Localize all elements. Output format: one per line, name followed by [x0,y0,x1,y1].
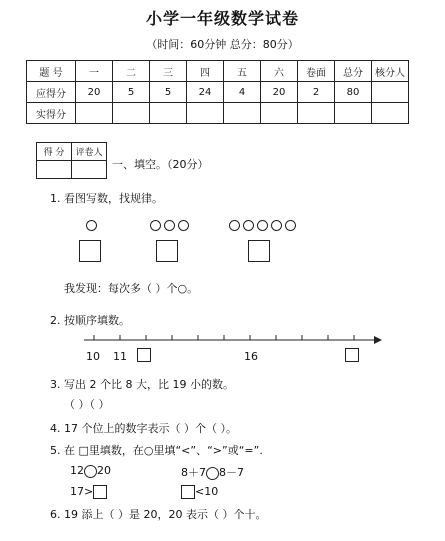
actual-cell[interactable] [261,103,298,124]
number-line-label-10: 10 [86,350,100,363]
actual-cell[interactable] [298,103,335,124]
q5-item-4: <10 [181,485,218,499]
score-table-header-row [27,61,409,82]
q1-answer-box-1[interactable] [79,240,101,262]
column-neatness: 卷面 [298,61,335,82]
points-cell: 24 [187,82,224,103]
q4-text: 4. 17 个位上的数字表示（ ）个（ ）。 [50,422,237,435]
compare-circle[interactable] [206,467,219,480]
points-cell: 20 [261,82,298,103]
points-cell: 80 [335,82,372,103]
circle-icon [164,220,175,231]
score-table-actual-row [27,103,409,124]
q1-answer-box-3[interactable] [248,240,270,262]
number-line-arrow-icon [374,336,382,344]
q5-item-3: 17> [70,485,107,499]
circle-icon [271,220,282,231]
column-total: 总分 [335,61,372,82]
exam-title: 小学一年级数学试卷 [145,9,299,28]
actual-cell[interactable] [224,103,261,124]
q5-prompt: 5. 在 □里填数，在○里填“<”、“>”或“=”. [50,444,263,457]
answer-box[interactable] [93,485,107,499]
points-cell: 4 [224,82,261,103]
number-line-blank-box[interactable] [137,348,151,362]
grader-name-label: 评卷人 [72,143,107,161]
number-line-label-11: 11 [113,350,127,363]
q5-item-2: 8＋7 8－7 [181,466,244,479]
row-header-actual: 实得分 [27,103,76,124]
exam-subtitle: （时间：60分钟 总分：80分） [146,38,299,51]
circle-group-1 [86,220,97,231]
points-cell [372,82,409,103]
section-title: 一、填空。（20分） [112,158,209,171]
score-table-points-row [27,82,409,103]
q3-prompt: 3. 写出 2 个比 8 大，比 19 小的数。 [50,378,234,391]
compare-circle[interactable] [84,465,97,478]
q1-prompt: 1. 看图写数，找规律。 [50,192,163,205]
column-6: 六 [261,61,298,82]
circle-icon [86,220,97,231]
actual-cell[interactable] [76,103,113,124]
actual-cell[interactable] [372,103,409,124]
points-cell: 20 [76,82,113,103]
answer-box[interactable] [181,485,195,499]
column-4: 四 [187,61,224,82]
points-cell: 5 [113,82,150,103]
actual-cell[interactable] [187,103,224,124]
column-1: 一 [76,61,113,82]
q5-item-1: 12 20 [70,464,111,477]
q3-answer[interactable]: （ ）（ ） [64,398,110,411]
circle-icon [257,220,268,231]
grader-score-label: 得 分 [37,143,72,161]
circle-group-3 [150,220,189,231]
row-header-number: 题 号 [27,61,76,82]
column-checker: 核分人 [372,61,409,82]
q2-prompt: 2. 按顺序填数。 [50,314,130,327]
grader-box [36,142,107,179]
points-cell: 5 [150,82,187,103]
circle-icon [178,220,189,231]
circle-group-5 [229,220,296,231]
points-cell: 2 [298,82,335,103]
circle-icon [229,220,240,231]
number-line [80,330,385,352]
circle-icon [285,220,296,231]
actual-cell[interactable] [113,103,150,124]
actual-cell[interactable] [335,103,372,124]
actual-cell[interactable] [150,103,187,124]
column-2: 二 [113,61,150,82]
row-header-points: 应得分 [27,82,76,103]
q1-answer-box-2[interactable] [156,240,178,262]
circle-icon [243,220,254,231]
column-3: 三 [150,61,187,82]
column-5: 五 [224,61,261,82]
score-table [26,60,409,124]
number-line-blank-box[interactable] [345,348,359,362]
grader-name-cell[interactable] [72,161,107,179]
q6-text: 6. 19 添上（ ）是 20，20 表示（ ）个十。 [50,508,267,521]
grader-score-cell[interactable] [37,161,72,179]
number-line-label-16: 16 [244,350,258,363]
number-line-ticks [94,335,354,340]
circle-icon [150,220,161,231]
q1-finding: 我发现：每次多（ ）个○。 [64,282,199,295]
